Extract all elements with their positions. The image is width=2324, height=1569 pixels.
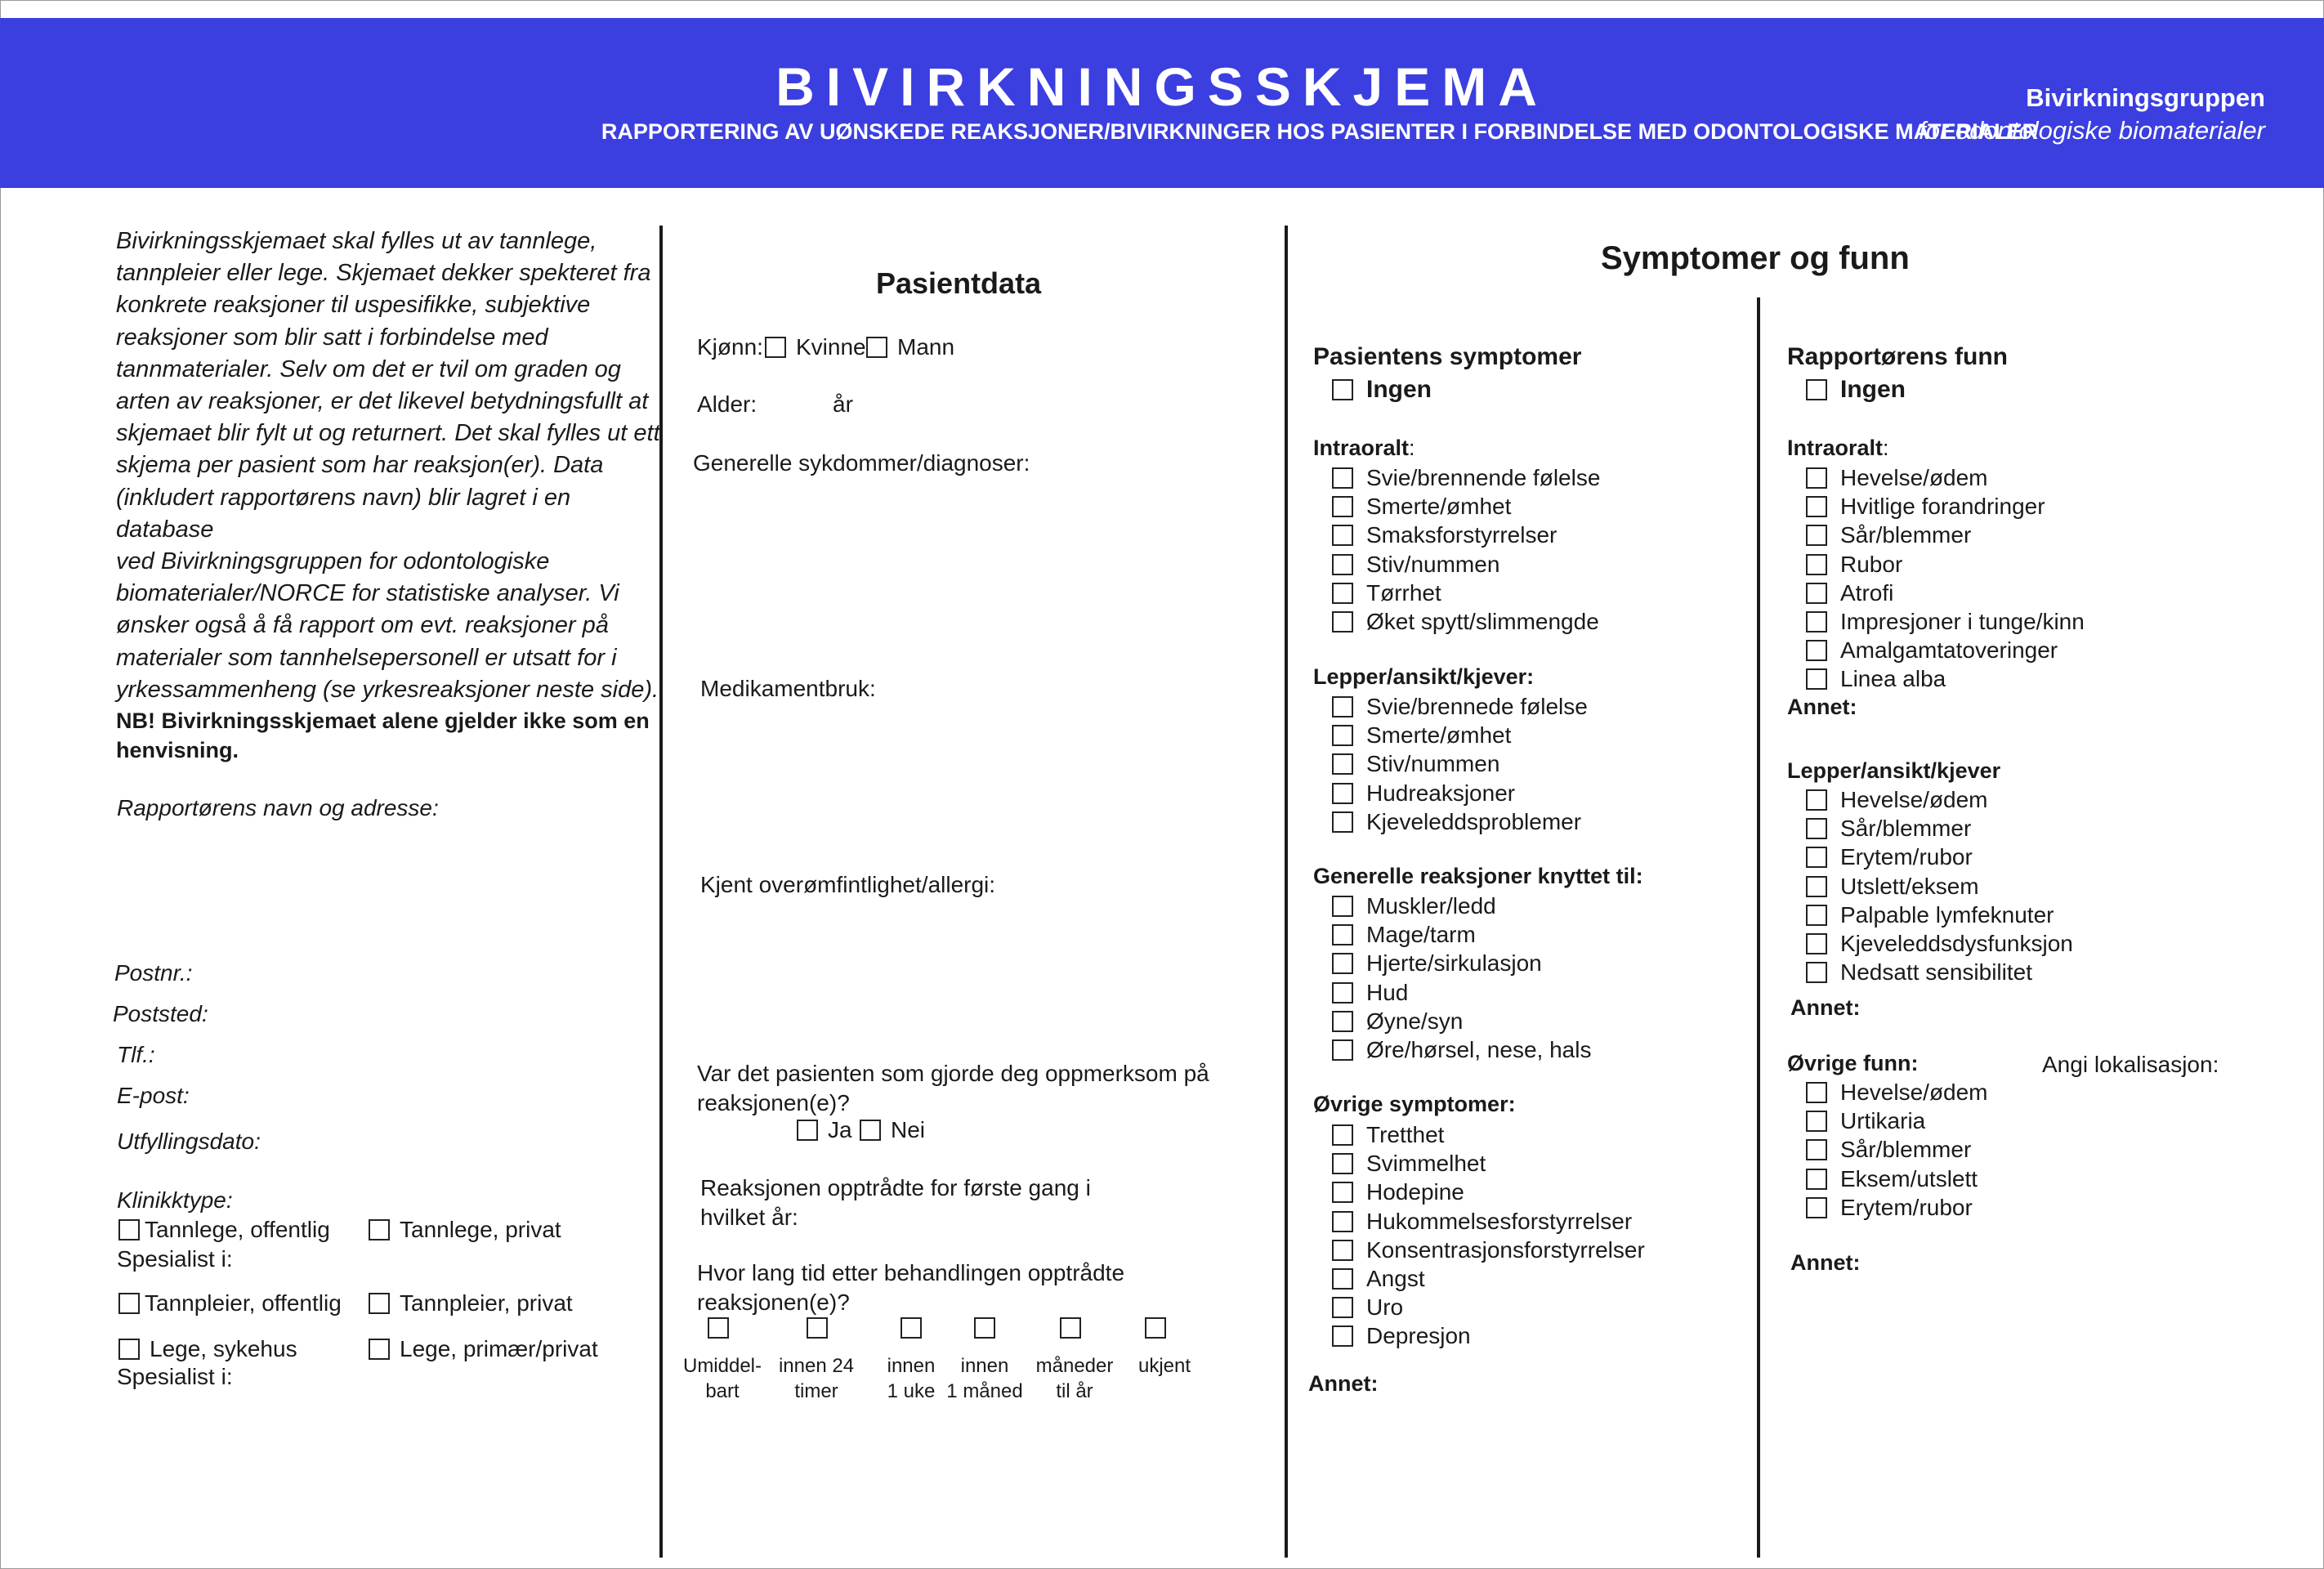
- patient-generelle-item-label: Mage/tarm: [1366, 922, 1476, 948]
- reporter-ovrige-item-label: Hevelse/ødem: [1840, 1080, 1988, 1105]
- patient-lepper-item-label: Kjeveleddsproblemer: [1366, 808, 1582, 834]
- reporter-ovrige-heading: Øvrige funn:: [1787, 1051, 1919, 1075]
- reporter-intraoralt-item-label: Amalgamtatoveringer: [1840, 637, 2058, 664]
- checkbox-box[interactable]: [1332, 1039, 1353, 1061]
- checkbox-box[interactable]: [1332, 982, 1353, 1004]
- patient-ovrige-heading: Øvrige symptomer:: [1313, 1092, 1516, 1116]
- checkbox-box[interactable]: [1332, 1211, 1353, 1232]
- form-subtitle: RAPPORTERING AV UØNSKEDE REAKSJONER/BIVIRKNINGER HOS PASIENTER I FORBINDELSE MED ODONTOLOGISKE MATERIALER: [601, 119, 2039, 144]
- patient-ovrige-item-label: Konsentrasjonsforstyrrelser: [1366, 1236, 1645, 1263]
- checkbox-box[interactable]: [1332, 924, 1353, 945]
- ar-label: år: [833, 391, 853, 417]
- checkbox-box[interactable]: [369, 1219, 390, 1240]
- checkbox-box[interactable]: [118, 1293, 140, 1314]
- checkbox-box[interactable]: [1806, 496, 1827, 517]
- reporter-ovrige-item-label: Sår/blemmer: [1840, 1137, 1972, 1163]
- checkbox-box[interactable]: [1806, 847, 1827, 868]
- checkbox-box[interactable]: [1806, 640, 1827, 661]
- checkbox-box[interactable]: [1332, 1325, 1353, 1347]
- checkbox-box[interactable]: [1332, 467, 1353, 489]
- patient-lepper-item-label: Smerte/ømhet: [1366, 722, 1512, 749]
- patient-intraoralt-item-label: Smaksforstyrrelser: [1366, 522, 1558, 548]
- checkbox-box[interactable]: [1332, 554, 1353, 575]
- organization-block: [1919, 82, 2265, 147]
- patient-ovrige-item-label: Hodepine: [1366, 1179, 1464, 1205]
- checkbox-box[interactable]: [1332, 696, 1353, 717]
- patient-generelle-heading: Generelle reaksjoner knyttet til:: [1313, 864, 1643, 888]
- timing-label-1-uke: innen 1 uke: [887, 1355, 936, 1402]
- symptomer-heading: Symptomer og funn: [1601, 240, 1910, 276]
- patient-generelle-item-label: Øre/hørsel, nese, hals: [1366, 1037, 1592, 1062]
- header-banner: [0, 18, 2324, 188]
- checkbox-box[interactable]: [1332, 525, 1353, 546]
- checkbox-box[interactable]: [1332, 1297, 1353, 1318]
- organization-name: Bivirkningsgruppen: [2026, 83, 2265, 112]
- reporter-name-label: Rapportørens navn og adresse:: [117, 795, 439, 820]
- checkbox-maneder-til-ar[interactable]: [1060, 1317, 1081, 1339]
- lokalisasjon-label: Angi lokalisasjon:: [2042, 1052, 2219, 1077]
- reporter-intraoralt-item-label: Rubor: [1840, 551, 1903, 577]
- nb-note: NB! Bivirkningsskjemaet alene gjelder ikke som en henvisning.: [116, 709, 650, 762]
- checkbox-box[interactable]: [1806, 525, 1827, 546]
- timing-label-1-maned: innen 1 måned: [946, 1355, 1023, 1402]
- checkbox-box[interactable]: [1806, 818, 1827, 839]
- reporter-intraoralt-item-label: Hvitlige forandringer: [1840, 494, 2045, 520]
- patient-intraoralt-item-label: Svie/brennende følelse: [1366, 465, 1601, 490]
- epost-label: E-post:: [117, 1083, 190, 1108]
- reporter-intraoralt-item-label: Sår/blemmer: [1840, 522, 1972, 548]
- reporter-annet-label-2: Annet:: [1790, 995, 1861, 1020]
- reporter-lepper-item-label: Kjeveleddsdysfunksjon: [1840, 931, 2073, 956]
- checkbox-box[interactable]: [1332, 811, 1353, 833]
- reporter-intraoralt-heading: Intraoralt:: [1787, 436, 1889, 460]
- checkbox-box[interactable]: [866, 337, 887, 358]
- checkbox-box[interactable]: [1332, 783, 1353, 804]
- checkbox-box[interactable]: [1332, 1268, 1353, 1290]
- checkbox-box[interactable]: [1332, 896, 1353, 917]
- timing-label-umiddelbart: Umiddel- bart: [682, 1355, 762, 1402]
- checkbox-box[interactable]: [860, 1120, 881, 1141]
- patient-intraoralt-item-label: Smerte/ømhet: [1366, 494, 1512, 520]
- patient-annet-label: Annet:: [1308, 1371, 1379, 1396]
- checkbox-box[interactable]: [1332, 379, 1353, 400]
- kjonn-label: Kjønn:: [697, 334, 763, 360]
- patient-intraoralt-item-label: Øket spytt/slimmengde: [1366, 609, 1599, 634]
- intro-text: Bivirkningsskjemaet skal fylles ut av tannlege, tannpleier eller lege. Skjemaet dekker spekteret fra konkrete reaksjoner til uspesifikke, subjektive reaksjoner som blir satt i forbindelse med tannmaterialer. Selv om det er tvil om graden og arten av reaksjoner, er det likevel betydningsfullt at skjemaet blir fylt ut og returnert. Det skal fylles ut ett skjema per pasient som har reaksjon(er). Data (inkludert rapportørens navn) blir lagret i en database ved Bivirkningsgruppen for odontologiske biomaterialer/NORCE for statistiske analyser. Vi ønsker også å få rapport om evt. reaksjoner på materialer som tannhelsepersonell er utsatt for i yrkessammenheng (se yrkesreaksjoner neste side).: [116, 228, 660, 703]
- medikament-label: Medikamentbruk:: [700, 676, 876, 701]
- patient-intraoralt-item-label: Tørrhet: [1366, 579, 1441, 606]
- oppmerksom-question: Var det pasienten som gjorde deg oppmerksom på reaksjonen(e)?: [697, 1061, 1209, 1115]
- checkbox-innen-1-maned[interactable]: [974, 1317, 995, 1339]
- reporter-lepper-item-label: Utslett/eksem: [1840, 873, 1979, 899]
- checkbox-box[interactable]: [1806, 933, 1827, 954]
- patient-ovrige-item-label: Uro: [1366, 1294, 1404, 1321]
- rapportorens-funn-heading: Rapportørens funn: [1787, 343, 2008, 370]
- reporter-intraoralt-item-label: Atrofi: [1840, 579, 1894, 606]
- patient-lepper-item-label: Stiv/nummen: [1366, 751, 1500, 777]
- checkbox-box[interactable]: [1332, 611, 1353, 633]
- forste-gang-question: Reaksjonen opptrådte for første gang i hvilket år:: [700, 1175, 1091, 1230]
- checkbox-box[interactable]: [1806, 1082, 1827, 1103]
- dato-label: Utfyllingsdato:: [117, 1129, 261, 1154]
- checkbox-box[interactable]: [1806, 905, 1827, 926]
- sykdommer-label: Generelle sykdommer/diagnoser:: [693, 450, 1030, 476]
- checkbox-box[interactable]: [1806, 1139, 1827, 1160]
- hvor-lang-question: Hvor lang tid etter behandlingen opptrådte reaksjonen(e)?: [697, 1260, 1125, 1315]
- checkbox-innen-1-uke[interactable]: [901, 1317, 922, 1339]
- reporter-lepper-heading: Lepper/ansikt/kjever: [1787, 758, 2001, 783]
- checkbox-box[interactable]: [1332, 1011, 1353, 1032]
- reporter-lepper-item-label: Sår/blemmer: [1840, 816, 1972, 842]
- patient-lepper-item-label: Hudreaksjoner: [1366, 780, 1516, 806]
- tlf-label: Tlf.:: [117, 1042, 155, 1067]
- checkbox-box[interactable]: [1806, 962, 1827, 983]
- alder-label: Alder:: [697, 391, 758, 417]
- timing-label-24-timer: innen 24 timer: [778, 1355, 855, 1402]
- checkbox-box[interactable]: [1806, 611, 1827, 633]
- reporter-intraoralt-item-label: Hevelse/ødem: [1840, 465, 1988, 490]
- patient-lepper-heading: Lepper/ansikt/kjever:: [1313, 664, 1535, 689]
- spesialist-label-2: Spesialist i:: [117, 1364, 233, 1389]
- reporter-intraoralt-item-label: Impresjoner i tunge/kinn: [1840, 609, 2085, 634]
- checkbox-box[interactable]: [1332, 1240, 1353, 1261]
- checkbox-box[interactable]: [765, 337, 786, 358]
- patient-intraoralt-heading: Intraoralt:: [1313, 436, 1415, 460]
- checkbox-umiddelbart[interactable]: [708, 1317, 729, 1339]
- reporter-lepper-item-label: Hevelse/ødem: [1840, 787, 1988, 812]
- checkbox-box[interactable]: [1806, 583, 1827, 604]
- divider-middle: [1285, 226, 1288, 1558]
- patient-generelle-item-label: Hjerte/sirkulasjon: [1366, 950, 1542, 977]
- checkbox-box[interactable]: [118, 1339, 140, 1360]
- patient-ovrige-item-label: Hukommelsesforstyrrelser: [1366, 1208, 1633, 1234]
- checkbox-box[interactable]: [1332, 1124, 1353, 1146]
- reporter-lepper-item-label: Nedsatt sensibilitet: [1840, 959, 2033, 986]
- patient-generelle-item-label: Hud: [1366, 979, 1409, 1005]
- patient-lepper-item-label: Svie/brennede følelse: [1366, 694, 1588, 719]
- divider-right: [1757, 297, 1760, 1558]
- checkbox-box[interactable]: [1806, 789, 1827, 811]
- klinikktype-label: Klinikktype:: [117, 1187, 233, 1213]
- organization-subtitle: for odontologiske biomaterialer: [1919, 116, 2265, 145]
- patient-intraoralt-item-label: Stiv/nummen: [1366, 551, 1500, 577]
- reporter-lepper-item-label: Erytem/rubor: [1840, 844, 1973, 870]
- checkbox-box[interactable]: [797, 1120, 818, 1141]
- checkbox-box[interactable]: [1806, 876, 1827, 897]
- checkbox-box[interactable]: [1806, 1111, 1827, 1132]
- reporter-ovrige-item-label: Eksem/utslett: [1840, 1165, 1978, 1191]
- patient-ovrige-item-label: Tretthet: [1366, 1122, 1445, 1147]
- allergi-label: Kjent overømfintlighet/allergi:: [700, 872, 996, 897]
- checkbox-box[interactable]: [1806, 379, 1827, 400]
- checkbox-box[interactable]: [369, 1339, 390, 1360]
- timing-label-ukjent: ukjent: [1137, 1355, 1191, 1377]
- patient-generelle-item-label: Øyne/syn: [1366, 1008, 1464, 1034]
- timing-label-maneder: måneder til år: [1035, 1355, 1114, 1402]
- reporter-ovrige-item-label: Urtikaria: [1840, 1108, 1926, 1134]
- spesialist-label-1: Spesialist i:: [117, 1246, 233, 1272]
- form-title: BIVIRKNINGSSKJEMA: [775, 56, 1549, 117]
- postnr-label: Postnr.:: [114, 960, 193, 986]
- patient-ovrige-item-label: Depresjon: [1366, 1323, 1471, 1349]
- reporter-intraoralt-item-label: Linea alba: [1840, 666, 1946, 692]
- checkbox-box[interactable]: [1806, 668, 1827, 690]
- reporter-annet-label-3: Annet:: [1790, 1250, 1861, 1275]
- pasientdata-heading: Pasientdata: [876, 266, 1042, 300]
- poststed-label: Poststed:: [113, 1001, 208, 1026]
- patient-ovrige-item-label: Angst: [1366, 1266, 1425, 1291]
- reporter-ovrige-item-label: Erytem/rubor: [1840, 1194, 1973, 1220]
- checkbox-box[interactable]: [1332, 1182, 1353, 1203]
- reporter-annet-label-1: Annet:: [1787, 695, 1857, 719]
- checkbox-box[interactable]: [1806, 554, 1827, 575]
- checkbox-box[interactable]: [369, 1293, 390, 1314]
- checkbox-box[interactable]: [1332, 725, 1353, 746]
- checkbox-box[interactable]: [1806, 1169, 1827, 1190]
- checkbox-box[interactable]: [1332, 953, 1353, 974]
- patient-generelle-item-label: Muskler/ledd: [1366, 893, 1496, 919]
- patient-ovrige-item-label: Svimmelhet: [1366, 1151, 1486, 1177]
- checkbox-box[interactable]: [1332, 753, 1353, 775]
- checkbox-innen-24-timer[interactable]: [807, 1317, 828, 1339]
- checkbox-box[interactable]: [1332, 496, 1353, 517]
- checkbox-box[interactable]: [1806, 1197, 1827, 1218]
- checkbox-box[interactable]: [118, 1219, 140, 1240]
- checkbox-box[interactable]: [1332, 583, 1353, 604]
- checkbox-ukjent[interactable]: [1145, 1317, 1166, 1339]
- checkbox-box[interactable]: [1806, 467, 1827, 489]
- checkbox-box[interactable]: [1332, 1153, 1353, 1174]
- reporter-lepper-item-label: Palpable lymfeknuter: [1840, 901, 2054, 928]
- pasientens-symptomer-heading: Pasientens symptomer: [1313, 343, 1582, 370]
